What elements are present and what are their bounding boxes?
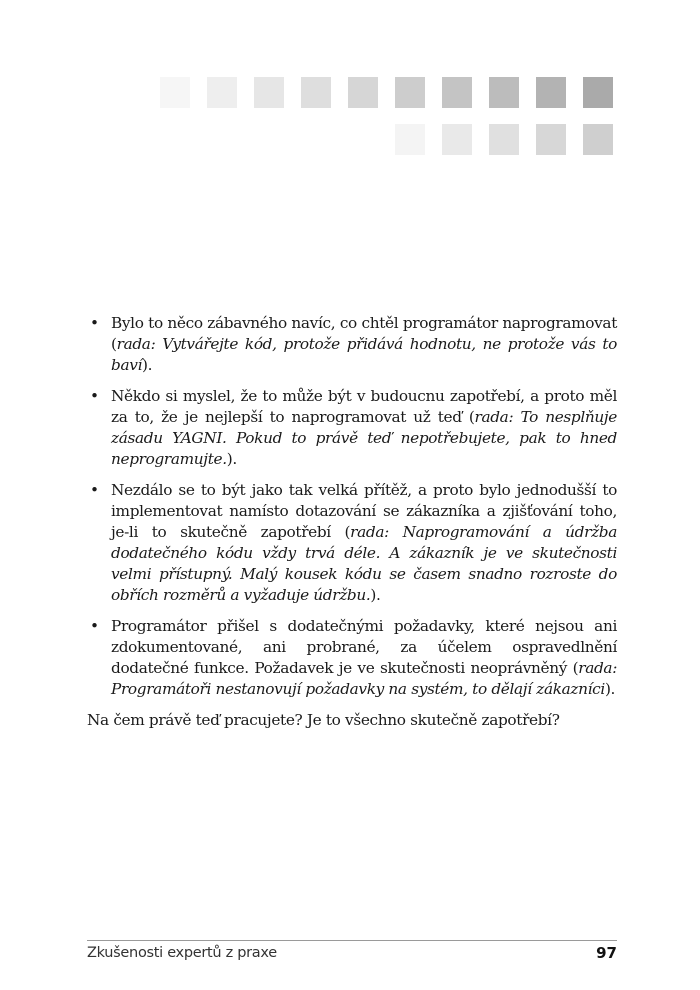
list-item — [87, 616, 617, 700]
item-tip: rada: Naprogramování a údržba dodatečného kódu vždy trvá déle. A zákazník je ve skutečnosti velmi přístupný. Malý kousek kódu se časem snadno rozroste do obřích rozměrů a vyžaduje údržbu. — [111, 523, 617, 604]
gradient-square — [442, 77, 472, 108]
gradient-square — [301, 77, 331, 108]
gradient-square — [348, 77, 378, 108]
item-text-end: ). — [370, 586, 381, 604]
list-item — [87, 480, 617, 606]
gradient-square — [583, 77, 613, 108]
gradient-square — [489, 77, 519, 108]
gradient-square — [583, 124, 613, 155]
bullet-icon: • — [90, 617, 99, 635]
gradient-square — [395, 124, 425, 155]
body-text — [87, 313, 617, 731]
bullet-icon: • — [90, 481, 99, 499]
footer-divider — [87, 940, 617, 941]
footer-book-title: Zkušenosti expertů z praxe — [87, 945, 277, 961]
item-tip: rada: Programátoři nestanovují požadavky na systém, to dělají zákazníci — [111, 659, 617, 698]
item-text: Někdo si myslel, že to může být v budoucnu zapotřebí, a proto měl za to, že je nejlepší to naprogramovat už teď ( — [111, 387, 617, 426]
list-item — [87, 313, 617, 376]
gradient-square — [442, 124, 472, 155]
item-tip: rada: To nesplňuje zásadu YAGNI. Pokud to právě teď nepotřebujete, pak to hned neprogramujte. — [111, 408, 618, 468]
bullet-list — [87, 313, 617, 700]
item-text: Bylo to něco zábavného navíc, co chtěl programátor naprogramovat ( — [111, 314, 617, 353]
gradient-square — [536, 124, 566, 155]
bullet-icon: • — [90, 314, 99, 332]
gradient-square — [207, 77, 237, 108]
item-text: Nezdálo se to být jako tak velká přítěž, a proto bylo jednodušší to implementovat namísto dotazování se zákazníka a zjišťování toho, je-li to skutečně zapotřebí ( — [111, 481, 617, 541]
closing-question: Na čem právě teď pracujete? Je to všechno skutečně zapotřebí? — [87, 711, 560, 729]
item-text-end: ). — [142, 356, 153, 374]
item-text: Programátor přišel s dodatečnými požadavky, které nejsou ani zdokumentované, ani probrané, za účelem ospravedlnění dodatečné funkce. Požadavek je ve skutečnosti neoprávněný ( — [111, 617, 617, 677]
page-number: 97 — [596, 944, 617, 962]
list-item — [87, 386, 617, 470]
gradient-square — [536, 77, 566, 108]
item-text-end: ). — [604, 680, 616, 698]
item-text-end: ). — [226, 450, 237, 468]
bullet-icon: • — [90, 387, 99, 405]
gradient-square — [160, 77, 190, 108]
decorative-gradient-squares — [0, 0, 700, 160]
gradient-square — [489, 124, 519, 155]
item-tip: rada: Vytvářejte kód, protože přidává hodnotu, ne protože vás to baví — [111, 335, 617, 374]
gradient-square — [395, 77, 425, 108]
gradient-square — [254, 77, 284, 108]
